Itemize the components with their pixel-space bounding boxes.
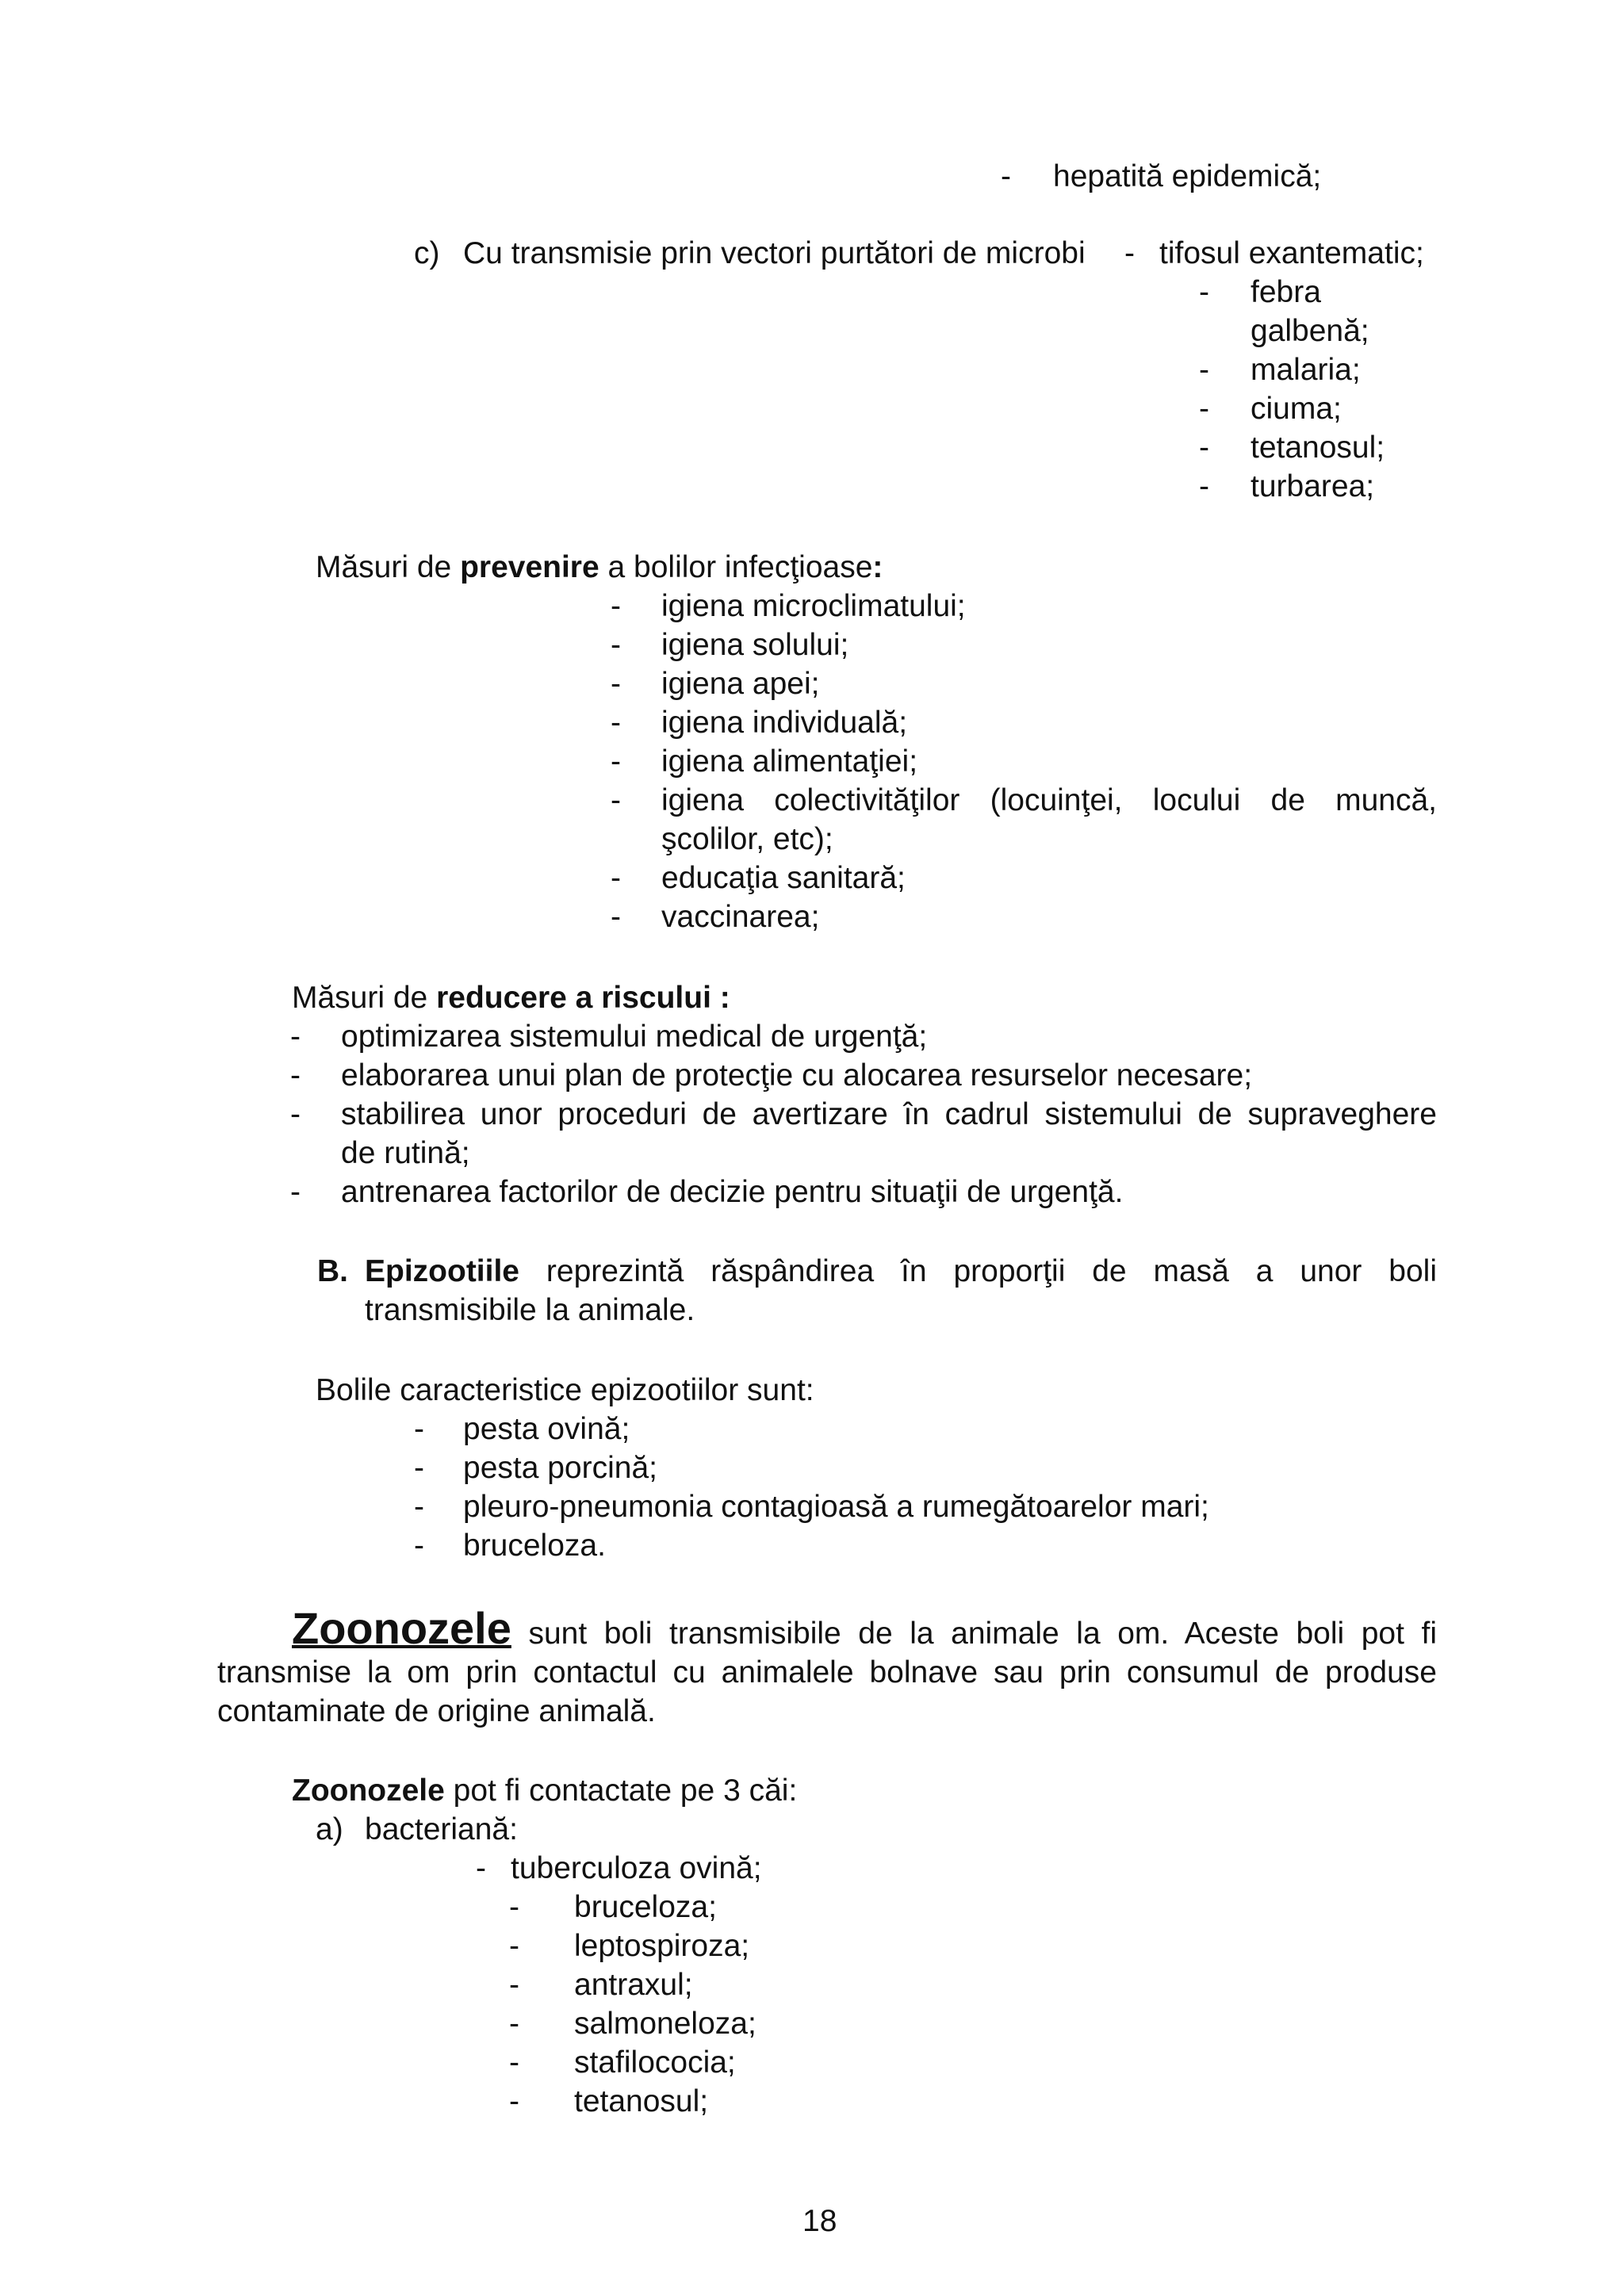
paragraph-text: sunt boli transmisibile de la animale la om. Aceste boli pot fi	[528, 1617, 1437, 1651]
dash: -	[1001, 159, 1011, 193]
dash: -	[414, 1451, 424, 1485]
zoonoze-title: Zoonozele	[292, 1603, 511, 1653]
list-label: bacteriană:	[365, 1812, 518, 1846]
list-item: antraxul;	[574, 1968, 693, 2002]
dash: -	[509, 2007, 519, 2041]
section-heading: Cu transmisie prin vectori purtători de microbi	[463, 236, 1086, 270]
list-item: turbarea;	[1251, 469, 1375, 503]
list-item: bruceloza;	[574, 1890, 717, 1924]
definition-text: reprezintă răspândirea în proporţii de masă a unor boli	[546, 1254, 1437, 1288]
list-item: salmoneloza;	[574, 2007, 756, 2041]
heading-bold: prevenire	[460, 550, 599, 584]
list-item: pleuro-pneumonia contagioasă a rumegătoarelor mari;	[463, 1490, 1209, 1524]
list-item: tetanosul;	[1251, 430, 1385, 465]
list-item: igiena alimentaţiei;	[661, 744, 918, 779]
paragraph-line: transmise la om prin contactul cu animalele bolnave sau prin consumul de produse	[217, 1655, 1437, 1689]
list-item: ciuma;	[1251, 392, 1342, 426]
dash: -	[414, 1490, 424, 1524]
list-item: bruceloza.	[463, 1529, 606, 1563]
bolile-heading: Bolile caracteristice epizootiilor sunt:	[316, 1373, 814, 1407]
dash: -	[1199, 430, 1209, 465]
heading-bold: reducere a riscului :	[436, 981, 730, 1015]
term-bold: Epizootiile	[365, 1254, 519, 1288]
list-marker: c)	[414, 236, 440, 270]
list-item: tuberculoza ovină;	[511, 1851, 762, 1885]
list-item: pesta porcină;	[463, 1451, 657, 1485]
dash: -	[1199, 275, 1209, 309]
list-item: educaţia sanitară;	[661, 861, 906, 895]
zoonoze-cai-heading	[292, 1772, 797, 1810]
list-item: igiena solului;	[661, 628, 849, 662]
list-marker: B.	[317, 1254, 348, 1288]
prevenire-heading	[316, 549, 883, 587]
dash: -	[611, 628, 621, 662]
list-item: tetanosul;	[574, 2084, 709, 2118]
list-item: antrenarea factorilor de decizie pentru situaţii de urgenţă.	[341, 1175, 1124, 1209]
definition-continuation: transmisibile la animale.	[365, 1293, 695, 1327]
dash: -	[509, 2045, 519, 2080]
dash: -	[290, 1020, 301, 1054]
list-item-continuation: şcolilor, etc);	[661, 822, 833, 856]
dash: -	[290, 1097, 301, 1131]
dash: -	[611, 706, 621, 740]
list-item: optimizarea sistemului medical de urgenţă;	[341, 1020, 928, 1054]
dash: -	[1124, 236, 1135, 270]
list-item: vaccinarea;	[661, 900, 820, 934]
heading-bold: Zoonozele	[292, 1774, 445, 1808]
list-item: malaria;	[1251, 353, 1361, 387]
list-item: igiena individuală;	[661, 706, 908, 740]
dash: -	[611, 861, 621, 895]
list-item-continuation: galbenă;	[1251, 314, 1369, 348]
list-item: igiena microclimatului;	[661, 589, 966, 623]
list-item: febra	[1251, 275, 1321, 309]
dash: -	[611, 900, 621, 934]
list-item: hepatită epidemică;	[1053, 159, 1322, 193]
dash: -	[611, 589, 621, 623]
reducere-heading	[292, 979, 730, 1017]
paragraph-line: contaminate de origine animală.	[217, 1694, 656, 1728]
dash: -	[414, 1412, 424, 1446]
dash: -	[1199, 469, 1209, 503]
dash: -	[509, 1929, 519, 1963]
dash: -	[611, 744, 621, 779]
dash: -	[509, 1968, 519, 2002]
heading-text: pot fi contactate pe 3 căi:	[444, 1774, 798, 1808]
page-number: 18	[802, 2204, 837, 2238]
dash: -	[611, 667, 621, 701]
heading-text: a bolilor infecţioase	[599, 550, 873, 584]
list-item-continuation: de rutină;	[341, 1136, 470, 1170]
list-item: elaborarea unui plan de protecţie cu alocarea resurselor necesare;	[341, 1058, 1253, 1093]
dash: -	[509, 1890, 519, 1924]
heading-colon: :	[872, 550, 883, 584]
dash: -	[290, 1058, 301, 1093]
dash: -	[611, 783, 621, 817]
list-item: pesta ovină;	[463, 1412, 630, 1446]
dash: -	[476, 1851, 486, 1885]
list-item: leptospiroza;	[574, 1929, 750, 1963]
list-item: igiena colectivităţilor (locuinţei, locului de muncă,	[661, 783, 1437, 817]
dash: -	[414, 1529, 424, 1563]
epizootii-definition	[365, 1253, 1437, 1291]
list-item: tifosul exantematic;	[1159, 236, 1424, 270]
list-item: stabilirea unor proceduri de avertizare în cadrul sistemului de supraveghere	[341, 1097, 1437, 1131]
heading-text: Măsuri de	[316, 550, 461, 584]
dash: -	[1199, 353, 1209, 387]
dash: -	[290, 1175, 301, 1209]
zoonoze-paragraph-line1	[292, 1601, 1437, 1661]
list-item: stafilococia;	[574, 2045, 736, 2080]
heading-text: Măsuri de	[292, 981, 437, 1015]
dash: -	[1199, 392, 1209, 426]
dash: -	[509, 2084, 519, 2118]
list-item: igiena apei;	[661, 667, 820, 701]
list-marker: a)	[316, 1812, 343, 1846]
